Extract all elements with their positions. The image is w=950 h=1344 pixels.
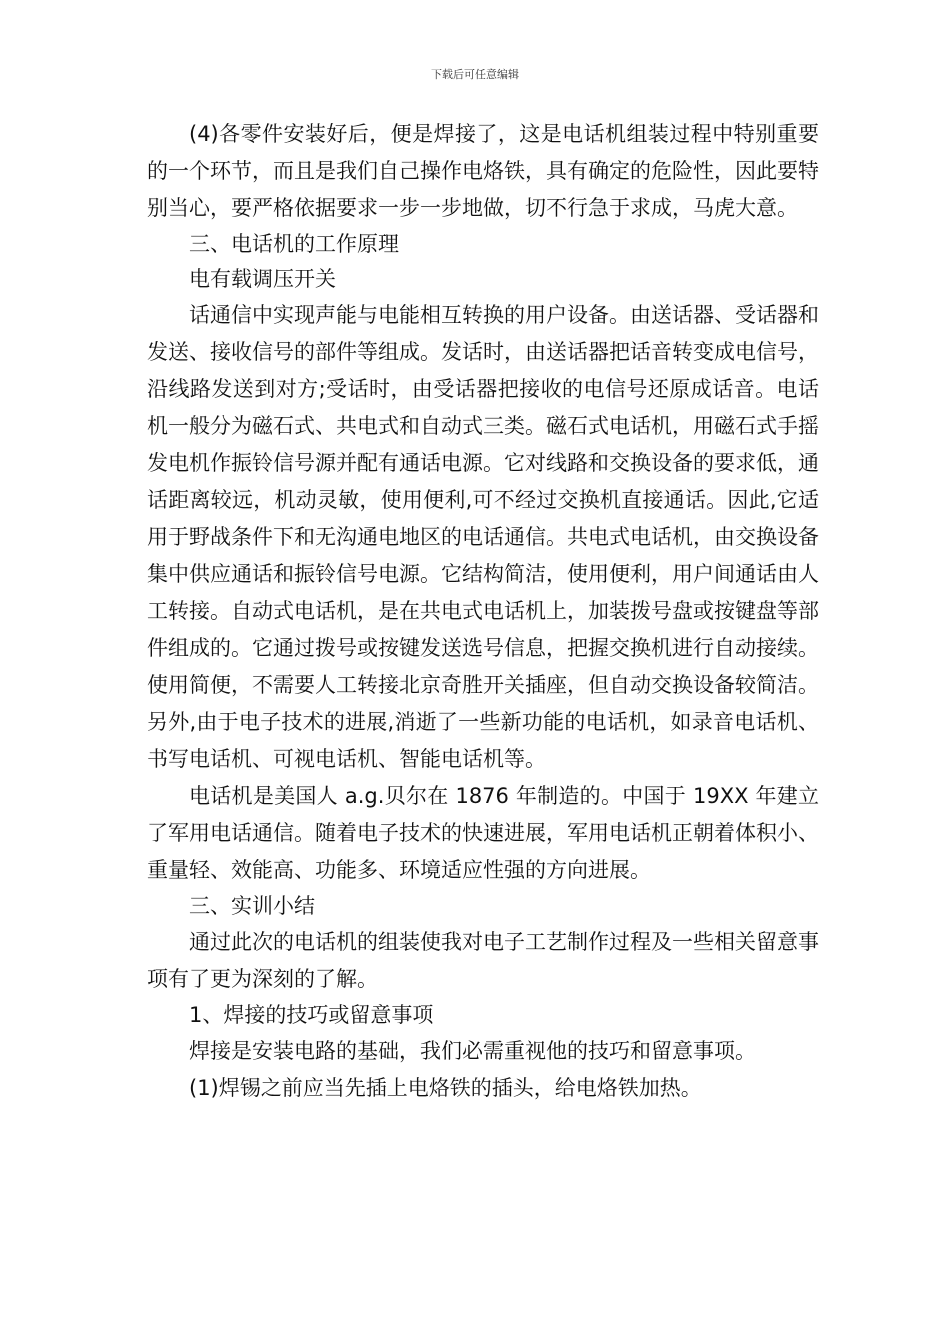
paragraph-soldering-step-1: (1)焊锡之前应当先插上电烙铁的插头，给电烙铁加热。 (189, 1076, 702, 1100)
page-header-note: 下载后可任意编辑 (431, 68, 519, 81)
subheading-soldering-tips: 1、焊接的技巧或留意事项 (189, 1003, 434, 1027)
paragraph-telephone-history: 电话机是美国人 a.g.贝尔在 1876 年制造的。中国于 19XX 年建立了军用电话通信。随着电子技术的快速进展，军用电话机正朝着体积小、重量轻、效能高、功能多、环境适应性强的方向进展。 (147, 784, 819, 882)
paragraph-soldering-basics: 焊接是安装电路的基础，我们必需重视他的技巧和留意事项。 (189, 1039, 756, 1063)
paragraph-telephone-types: 话通信中实现声能与电能相互转换的用户设备。由送话器、受话器和发送、接收信号的部件等组成。发话时，由送话器把话音转变成电信号，沿线路发送到对方;受话时，由受话器把接收的电信号还原成话音。电话机一般分为磁石式、共电式和自动式三类。磁石式电话机，用磁石式手摇发电机作振铃信号源并配有通话电源。它对线路和交换设备的要求低，通话距离较远，机动灵敏，使用便利,可不经过交换机直接通话。因此,它适用于野战条件下和无沟通电地区的电话通信。共电式电话机，由交换设备集中供应通话和振铃信号电源。它结构简洁，使用便利，用户间通话由人工转接。自动式电话机，是在共电式电话机上，加装拨号盘或按键盘等部件组成的。它通过拨号或按键发送选号信息，把握交换机进行自动接续。使用简便，不需要人工转接北京奇胜开关插座，但自动交换设备较简洁。另外,由于电子技术的进展,消逝了一些新功能的电话机，如录音电话机、书写电话机、可视电话机、智能电话机等。 (147, 303, 819, 771)
document-body (147, 116, 819, 1107)
paragraph-summary: 通过此次的电话机的组装使我对电子工艺制作过程及一些相关留意事项有了更为深刻的了解。 (147, 930, 819, 991)
section-heading-principle: 三、电话机的工作原理 (189, 232, 399, 256)
paragraph-step-4: (4)各零件安装好后，便是焊接了，这是电话机组装过程中特别重要的一个环节，而且是我们自己操作电烙铁，具有确定的危险性，因此要特别当心，要严格依据要求一步一步地做，切不行急于求成，马虎大意。 (147, 122, 819, 220)
subheading-switch: 电有载调压开关 (189, 267, 336, 291)
section-heading-summary: 三、实训小结 (189, 894, 315, 918)
